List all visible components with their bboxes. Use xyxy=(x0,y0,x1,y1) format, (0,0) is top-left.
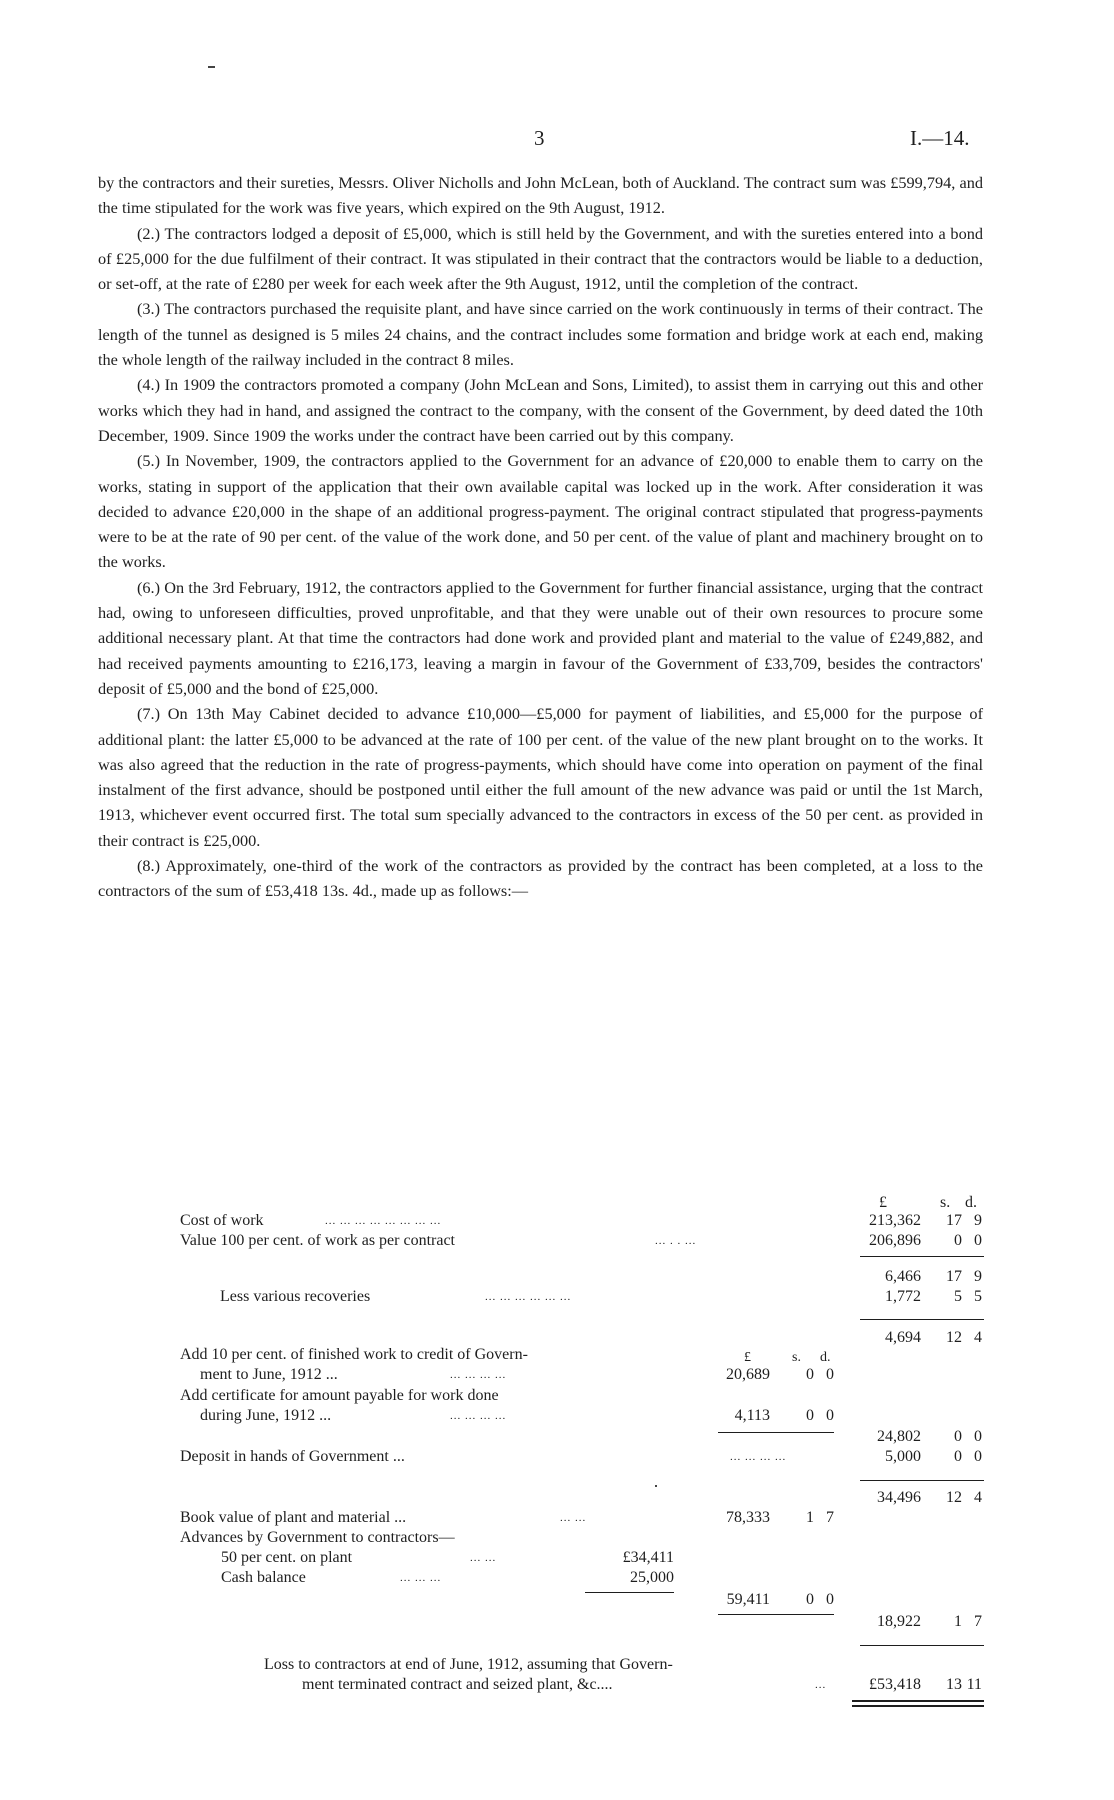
advances-total-pounds: 59,411 xyxy=(726,1591,770,1608)
advances-total-shillings: 0 xyxy=(806,1591,814,1608)
plant-50-leader: ... ... xyxy=(470,1552,497,1564)
scan-speck xyxy=(208,66,215,68)
add-cert-pence: 0 xyxy=(826,1407,834,1424)
subtotal1-pounds: 4,694 xyxy=(885,1329,921,1346)
subheader-pounds: £ xyxy=(744,1350,751,1365)
loss-pounds: £53,418 xyxy=(869,1676,921,1693)
add-10-leader: ... ... ... ... xyxy=(450,1369,507,1381)
cost-of-work-pence: 9 xyxy=(974,1212,982,1229)
rule-4 xyxy=(860,1480,984,1481)
add-total-pounds: 24,802 xyxy=(877,1428,921,1445)
paragraph-6: (6.) On the 3rd February, 1912, the contractors applied to the Government for further financial assistance, urging that the contract had, owing to unforeseen difficulties, proved unprofitable, and that they were unable out of their own resources to procure some additional necessary plant. At that time the contractors had done work and provided plant and material to the value of £249,882, and had received payments amounting to £216,173, leaving a margin in favour of the Government of £33,709, besides the contractors' deposit of £5,000 and the bond of £25,000. xyxy=(98,577,983,698)
add-10-label-line2: ment to June, 1912 ... xyxy=(200,1366,338,1383)
add-cert-pounds: 4,113 xyxy=(734,1407,770,1424)
add-cert-leader: ... ... ... ... xyxy=(450,1410,507,1422)
subtotal2-pence: 4 xyxy=(974,1489,982,1506)
loss-shillings: 13 xyxy=(946,1676,962,1693)
deposit-pounds: 5,000 xyxy=(885,1448,921,1465)
cost-of-work-leader: ... ... ... ... ... ... ... ... xyxy=(325,1215,442,1227)
subtotal1-pence: 4 xyxy=(974,1329,982,1346)
loss-leader: ... xyxy=(815,1679,827,1691)
rule-5 xyxy=(585,1592,674,1593)
rule-6 xyxy=(718,1614,834,1615)
cost-of-work-label: Cost of work xyxy=(180,1212,264,1229)
book-value-pounds: 78,333 xyxy=(726,1509,770,1526)
loss-pence: 11 xyxy=(966,1676,982,1693)
paragraph-2: (2.) The contractors lodged a deposit of £5,000, which is still held by the Government, and with the sureties entered into a bond of £25,000 for the due fulfilment of their contract. It was stipulated in their contract that the contractors would be liable to a deduction, or set-off, at the rate of £280 per week for each week after the 9th August, 1912, until the completion of the contract. xyxy=(98,223,983,294)
value-100-leader: ... . . ... xyxy=(655,1235,697,1247)
rule-3 xyxy=(718,1432,834,1433)
book-value-pence: 7 xyxy=(826,1509,834,1526)
header-pence: d. xyxy=(965,1194,977,1211)
document-reference: I.—14. xyxy=(910,126,970,150)
add-cert-label-line2: during June, 1912 ... xyxy=(200,1407,332,1424)
net-plant-shillings: 1 xyxy=(954,1613,962,1630)
recoveries-pounds: 1,772 xyxy=(885,1288,921,1305)
cost-of-work-shillings: 17 xyxy=(946,1212,962,1229)
double-rule-bottom xyxy=(852,1705,984,1707)
advances-heading: Advances by Government to contractors— xyxy=(180,1529,455,1546)
page-number: 3 xyxy=(534,126,545,150)
net-plant-pence: 7 xyxy=(974,1613,982,1630)
rule-7 xyxy=(860,1645,984,1646)
subheader-pence: d. xyxy=(820,1350,831,1365)
recoveries-shillings: 5 xyxy=(954,1288,962,1305)
subtotal1-shillings: 12 xyxy=(946,1329,962,1346)
value-100-label: Value 100 per cent. of work as per contract xyxy=(180,1232,455,1249)
difference-pounds: 6,466 xyxy=(885,1268,921,1285)
value-100-pence: 0 xyxy=(974,1232,982,1249)
paragraph-3: (3.) The contractors purchased the requisite plant, and have since carried on the work continuously in terms of their contract. The length of the tunnel as designed is 5 miles 24 chains, and the contract includes some formation and bridge work at each end, making the whole length of the railway included in the contract 8 miles. xyxy=(98,299,983,370)
difference-shillings: 17 xyxy=(946,1268,962,1285)
cash-balance-leader: ... ... ... xyxy=(400,1572,442,1584)
net-plant-pounds: 18,922 xyxy=(877,1613,921,1630)
header-shillings: s. xyxy=(940,1194,951,1211)
paragraph-8: (8.) Approximately, one-third of the work of the contractors as provided by the contract has been completed, at a loss to the contractors of the sum of £53,418 13s. 4d., made up as follows:— xyxy=(98,856,983,901)
subtotal2-pounds: 34,496 xyxy=(877,1489,921,1506)
paragraph-1: by the contractors and their sureties, Messrs. Oliver Nicholls and John McLean, both of Auckland. The contract sum was £599,794, and the time stipulated for the work was five years, which expired on the 9th August, 1912. xyxy=(98,173,983,218)
loss-label-line1: Loss to contractors at end of June, 1912, assuming that Govern- xyxy=(264,1656,673,1673)
deposit-pence: 0 xyxy=(974,1448,982,1465)
recoveries-label: Less various recoveries xyxy=(220,1288,371,1305)
advances-total-pence: 0 xyxy=(826,1591,834,1608)
header-pounds: £ xyxy=(879,1194,887,1211)
recoveries-leader: ... ... ... ... ... ... xyxy=(485,1291,572,1303)
cash-balance-label: Cash balance xyxy=(221,1569,306,1586)
paragraph-4: (4.) In 1909 the contractors promoted a company (John McLean and Sons, Limited), to assist them in carrying out this and other works which they had in hand, and assigned the contract to the company, with the consent of the Government, by deed dated the 10th December, 1909. Since 1909 the works under the contract have been carried out by this company. xyxy=(98,375,983,445)
deposit-shillings: 0 xyxy=(954,1448,962,1465)
add-10-label-line1: Add 10 per cent. of finished work to credit of Govern- xyxy=(180,1346,528,1363)
book-value-shillings: 1 xyxy=(806,1509,814,1526)
scan-speck xyxy=(655,1485,657,1487)
rule-2 xyxy=(860,1319,984,1320)
recoveries-pence: 5 xyxy=(974,1288,982,1305)
deposit-label: Deposit in hands of Government ... xyxy=(180,1448,405,1465)
difference-pence: 9 xyxy=(974,1268,982,1285)
cash-balance-amount: 25,000 xyxy=(630,1569,674,1586)
add-10-shillings: 0 xyxy=(806,1366,814,1383)
subheader-shillings: s. xyxy=(792,1350,801,1365)
cost-of-work-pounds: 213,362 xyxy=(869,1212,921,1229)
book-value-leader: ... ... xyxy=(560,1512,587,1524)
add-total-shillings: 0 xyxy=(954,1428,962,1445)
plant-50-amount: £34,411 xyxy=(622,1549,674,1566)
add-10-pence: 0 xyxy=(826,1366,834,1383)
add-total-pence: 0 xyxy=(974,1428,982,1445)
subtotal2-shillings: 12 xyxy=(946,1489,962,1506)
rule-1 xyxy=(860,1256,984,1257)
paragraph-5: (5.) In November, 1909, the contractors applied to the Government for an advance of £20,000 to enable them to carry on the works, stating in support of the application that their own available capital was locked up in the work. After consideration it was decided to advance £20,000 in the shape of an additional progress-payment. The original contract stipulated that progress-payments were to be at the rate of 90 per cent. of the value of the work done, and 50 per cent. of the value of plant and machinery brought on to the works. xyxy=(98,451,983,572)
value-100-shillings: 0 xyxy=(954,1232,962,1249)
paragraph-7: (7.) On 13th May Cabinet decided to advance £10,000—£5,000 for payment of liabilities, and £5,000 for the purpose of additional plant: the latter £5,000 to be advanced at the rate of 100 per cent. of the value of the new plant brought on to the works. It was also agreed that the reduction in the rate of progress-payments, which should have come into operation on payment of the final instalment of the first advance, should be postponed until either the full amount of the new advance was paid or until the 1st March, 1913, whichever event occurred first. The total sum specially advanced to the contractors in excess of the 50 per cent. as provided in their contract is £25,000. xyxy=(98,704,983,850)
double-rule-top xyxy=(852,1700,984,1702)
plant-50-label: 50 per cent. on plant xyxy=(221,1549,353,1566)
add-10-pounds: 20,689 xyxy=(726,1366,770,1383)
value-100-pounds: 206,896 xyxy=(869,1232,921,1249)
deposit-leader: ... ... ... ... xyxy=(730,1451,787,1463)
book-value-label: Book value of plant and material ... xyxy=(180,1509,407,1526)
loss-label-line2: ment terminated contract and seized plant, &c.... xyxy=(302,1676,613,1693)
add-cert-shillings: 0 xyxy=(806,1407,814,1424)
add-cert-label-line1: Add certificate for amount payable for work done xyxy=(180,1387,499,1404)
